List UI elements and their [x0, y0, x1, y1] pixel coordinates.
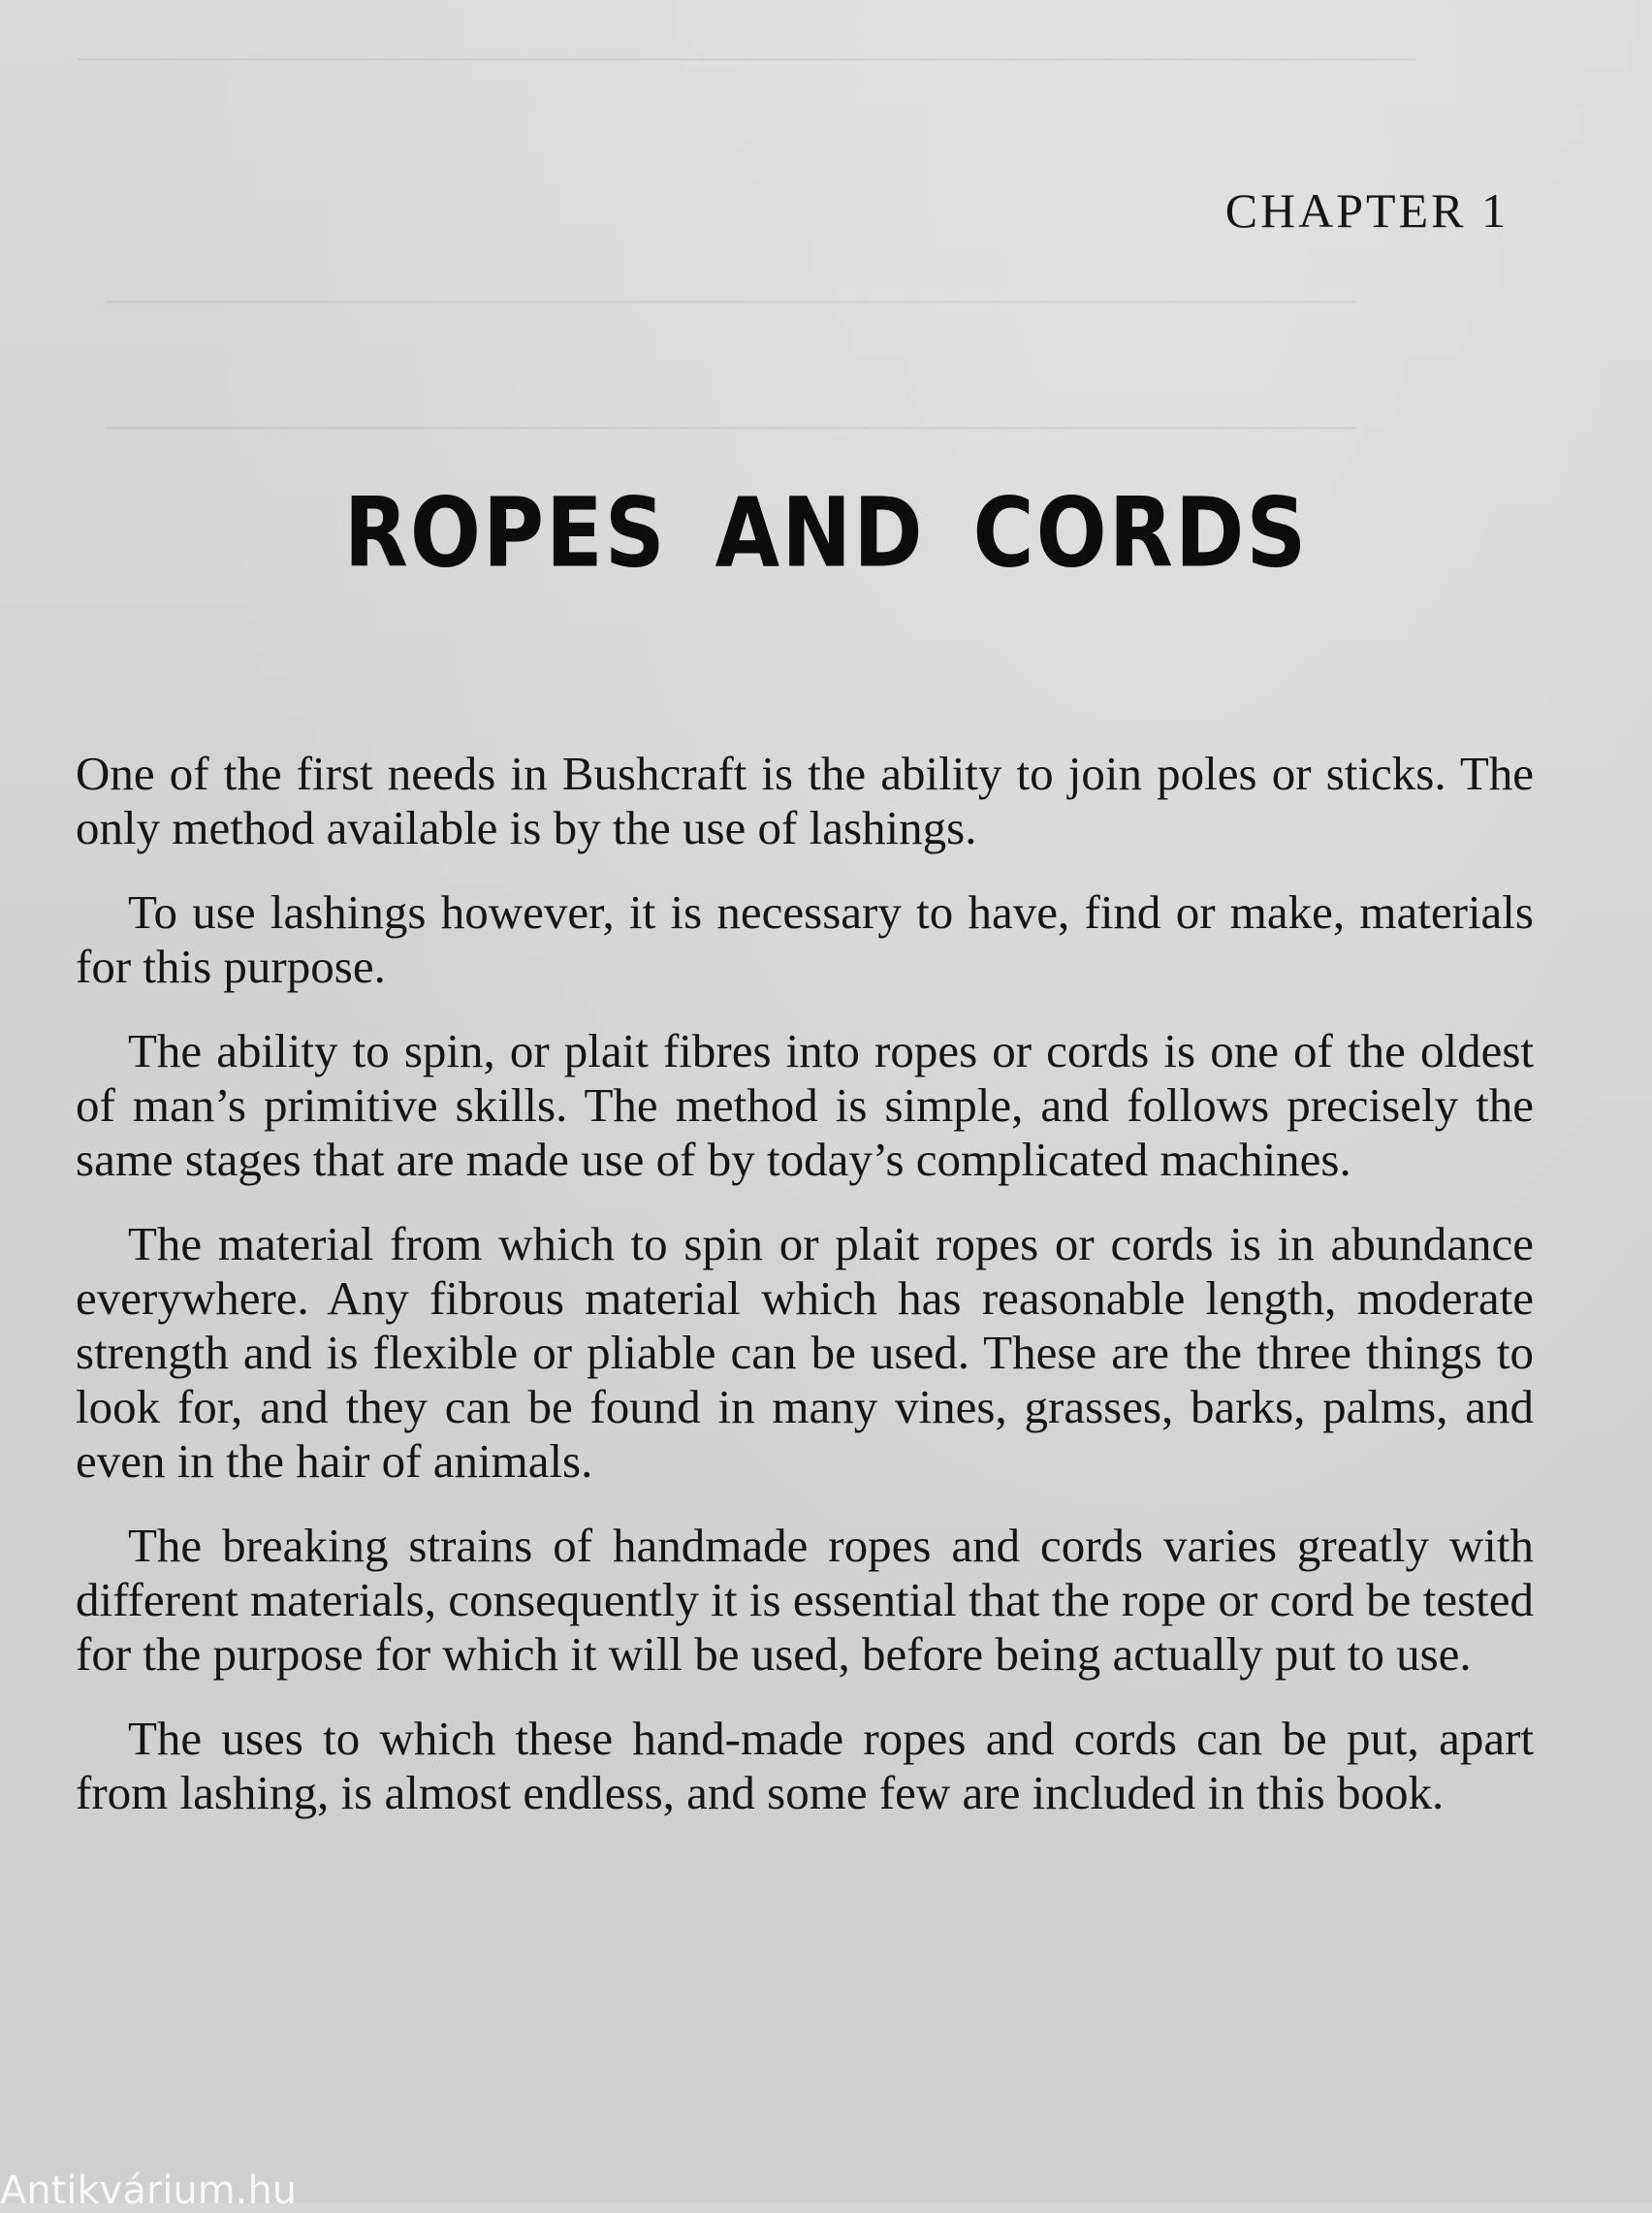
paragraph-4: The material from which to spin or plait ropes or cords is in abundance everywhere. Any fibrous material which has reasonable length, moderate strength and is flexible or pliable can be used. These are the three things to look for, and they can be found in many vines, grasses, barks, palms, and even in the hair of animals.: [76, 1217, 1534, 1488]
paragraph-2: To use lashings however, it is necessary to have, find or make, materials for this purpose.: [76, 885, 1534, 993]
paragraph-3: The ability to spin, or plait fibres into ropes or cords is one of the oldest of man’s primitive skills. The method is simple, and follows precisely the same stages that are made use of by today’s complicated machines.: [76, 1024, 1534, 1186]
chapter-title: ROPES AND CORDS: [343, 477, 1309, 590]
paragraph-5: The breaking strains of handmade ropes and cords varies greatly with different materials, consequently it is essential that the rope or cord be tested for the purpose for which it will be used, before being actually put to use.: [76, 1519, 1534, 1681]
show-through-texture: ——————————————————————————————: [78, 30, 1415, 80]
body-text: [76, 747, 1534, 1850]
show-through-texture: ————————————————————————————: [107, 399, 1355, 448]
paragraph-6: The uses to which these hand-made ropes and cords can be put, apart from lashing, is almost endless, and some few are included in this book.: [76, 1712, 1534, 1819]
watermark-text: Antikvárium.hu: [0, 2168, 298, 2213]
show-through-texture: ————————————————————————————: [107, 273, 1355, 322]
paragraph-1: One of the first needs in Bushcraft is the ability to join poles or sticks. The only method available is by the use of lashings.: [76, 747, 1534, 854]
chapter-label: CHAPTER 1: [1224, 183, 1509, 238]
